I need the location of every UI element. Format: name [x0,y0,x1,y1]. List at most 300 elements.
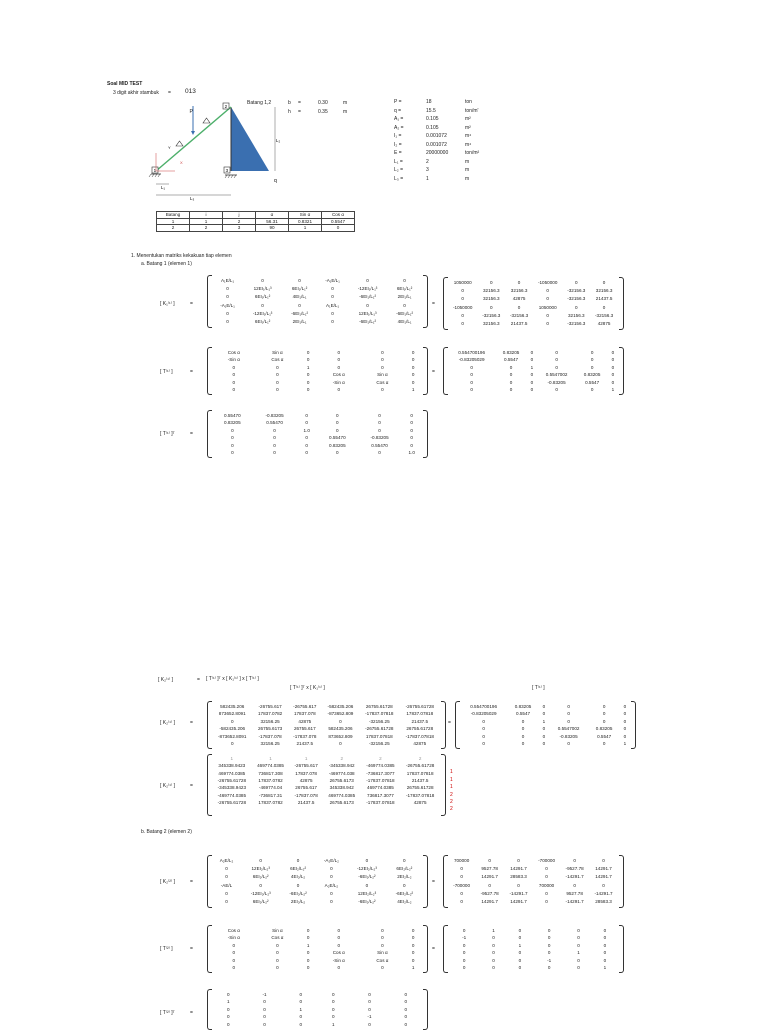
matrix-cell: 26755.61728 [406,785,434,791]
element-table [156,211,355,232]
matrix-row [212,865,422,873]
matrix-cell: 0 [517,280,521,285]
param-key: A₁ = [394,116,404,122]
matrix-row [212,770,440,777]
matrix-cell: 1 [411,387,415,393]
matrix-bracket-left [443,277,448,330]
matrix-cell: 14291.7 [510,866,527,872]
matrix-cell: 0 [518,950,522,956]
matrix-row [448,371,618,378]
matrix-cell: -6EI₁/L₁² [396,310,413,316]
matrix-cell: -582435.206 [219,726,246,732]
intermediate-T-matrix [460,703,630,747]
matrix-cell: 32156.3 [482,296,500,302]
matrix-cell: 0 [306,935,310,941]
k1-numeric-matrix [448,279,618,328]
matrix-cell: 42875 [512,296,526,302]
load-arrow [191,131,195,135]
matrix-col-label: 1 [269,756,272,761]
slope-triangle-2 [203,118,210,123]
matrix-cell: 0 [542,741,546,747]
T1-numeric-matrix [448,349,618,393]
matrix-cell: -0.83205029 [470,711,497,717]
structure-diagram [145,98,285,208]
matrix-cell: 0 [261,278,264,283]
table-row [157,225,355,232]
matrix-bracket-left [207,701,212,749]
matrix-cell: 0 [276,965,279,971]
matrix-row [448,949,618,956]
matrix-cell: 14291.7 [510,899,527,905]
matrix-cell: 0 [547,950,551,956]
matrix-cell: 0 [602,304,606,310]
matrix-cell: 2EI₁/L₁ [292,319,307,325]
kg-global-eq: = [190,783,193,789]
matrix-cell: 0.83205 [502,350,520,355]
matrix-cell: 1 [299,1006,303,1012]
matrix-col-label: 2 [379,756,382,761]
matrix-row [448,349,618,356]
matrix-bracket-right [423,275,428,328]
matrix-cell: 6EI₂/L₂² [252,899,269,905]
matrix-cell: -A₂E/L₂ [323,858,339,863]
matrix-cell: 0 [521,741,525,747]
T2-eq: = [190,946,193,952]
matrix-row [448,364,618,371]
param-value: 2 [426,158,429,165]
matrix-cell: 0 [365,882,369,888]
matrix-cell: 1 [306,942,310,948]
matrix-cell: 0 [230,741,234,747]
matrix-cell: 0 [542,726,546,732]
table-cell: 3 [223,225,256,232]
matrix-cell: 0 [330,890,333,896]
matrix-row [212,957,422,964]
matrix-cell: 0 [623,718,627,724]
matrix-cell: 0 [488,882,491,888]
matrix-row [448,942,618,949]
matrix-cell: 0 [611,372,615,378]
matrix-cell: 0 [273,427,276,433]
global-k1-matrix [212,756,440,807]
matrix-row-label: 2 [450,791,453,798]
matrix-cell: 0 [546,321,549,327]
matrix-cell: A₁E/L₁ [325,302,340,308]
matrix-cell: 42875 [597,321,611,327]
matrix-cell: 0.5547 [516,711,531,717]
matrix-cell: 32156.25 [260,741,280,747]
matrix-cell: 21437.5 [595,296,613,302]
matrix-row [448,873,618,881]
table-cell: 1 [157,218,190,225]
matrix-cell: 0 [602,858,605,863]
matrix-cell: 0 [368,999,371,1005]
matrix-cell: 0 [404,1014,408,1020]
matrix-cell: 0 [518,928,522,933]
matrix-cell: -12EI₂/L₂³ [250,890,271,896]
matrix-cell: 0 [602,704,606,709]
param-unit: m² [465,124,471,131]
matrix-cell: Cos α [332,372,345,378]
matrix-cell: -32156.3 [595,312,614,318]
matrix-cell: 14291.7 [481,899,498,905]
T1-symbolic-matrix [212,349,422,393]
matrix-cell: 0 [337,935,341,941]
matrix-cell: -469774.04 [258,785,283,791]
matrix-cell: 0 [381,387,384,393]
matrix-cell: 0 [337,387,341,393]
matrix-cell: 0 [306,387,310,393]
param-unit: m⁴ [465,133,472,139]
matrix-cell: 0 [461,296,464,302]
matrix-row-label: 2 [450,806,453,813]
matrix-row [448,295,618,303]
matrix-row [212,725,440,732]
table-header-cell: Cos α [322,212,355,219]
matrix-cell: -17837.078 [294,792,318,798]
matrix-cell: -32156.3 [567,321,586,327]
matrix-cell: -12EI₁/L₁³ [357,286,378,292]
matrix-cell: -17837.078 [258,733,282,739]
dim-value: 0.30 [318,100,328,106]
param-key: P = [394,99,402,105]
matrix-cell: Cos α [271,357,284,363]
matrix-cell: -0.83205 [265,413,284,418]
T2T-label: [ T⁽²⁾ ]ᵀ [160,1010,175,1016]
matrix-cell: 0 [492,950,495,956]
matrix-cell: 0 [337,364,341,370]
formula-part-b: [ T⁽¹⁾ ] [532,685,545,691]
matrix-cell: 0 [306,357,310,363]
page-title: Soal MID TEST [107,81,143,87]
table-cell: 2 [190,225,223,232]
distributed-load-triangle [231,107,269,171]
matrix-cell: -6EI₁/L₁² [291,310,308,316]
matrix-cell: 0.5547002 [557,726,580,732]
matrix-cell: 0 [460,890,463,896]
matrix-cell: 0 [574,280,578,285]
matrix-cell: 0 [306,928,310,933]
matrix-cell: 0 [611,350,615,355]
k1-eq2: = [432,301,435,307]
matrix-cell: 17837.0782 [258,778,283,784]
matrix-cell: 0 [577,935,580,941]
matrix-cell: 345338.9423 [218,763,246,769]
dim-value: 0.35 [318,109,328,115]
matrix-cell: 0 [225,866,228,872]
matrix-cell: 2EI₂/L₂ [397,874,412,880]
table-cell: 0.8321 [289,218,322,225]
matrix-cell: 21437.5 [296,741,314,747]
param-key: E = [394,150,402,156]
matrix-cell: 21437.5 [411,778,429,784]
matrix-cell: 0 [273,450,276,456]
matrix-cell: 0 [518,965,522,971]
matrix-cell: 0 [336,450,339,456]
k1-eq: = [190,301,193,307]
matrix-cell: 0 [232,942,236,948]
dim-l3-label: L₃ [190,196,195,201]
matrix-cell: 0 [518,935,522,941]
matrix-cell: -12EI₁/L₁³ [252,310,273,316]
matrix-cell: 0 [490,280,493,285]
matrix-cell: 26755.6173 [257,726,283,732]
matrix-cell: 0 [492,965,495,971]
support-1-hatch [149,174,160,177]
matrix-cell: 345338.942 [329,785,354,791]
matrix-row [212,762,440,769]
matrix-cell: 1 [226,999,230,1005]
table-cell: 56.31 [256,218,289,225]
matrix-cell: 0 [623,704,627,709]
matrix-bracket-left [443,347,448,395]
matrix-bracket-left [207,347,212,395]
matrix-cell: 0 [330,866,333,872]
matrix-cell: -A₁E/L₁ [325,278,340,283]
T2T-eq: = [190,1010,193,1016]
matrix-cell: -1 [462,935,467,941]
matrix-cell: 0 [299,1014,303,1020]
matrix-row-label: 1 [450,776,453,783]
matrix-row [212,991,422,998]
matrix-cell: -17837.07818 [365,711,394,717]
matrix-cell: A₂E/L₂ [219,858,234,863]
matrix-cell: A₁E/L₁ [220,278,235,283]
matrix-cell: 42875 [298,718,312,724]
matrix-cell: 0 [555,357,558,363]
matrix-cell: 0 [546,296,549,302]
kg-mid-label: [ K₂⁽¹⁾ ] [160,720,175,726]
matrix-bracket-right [441,701,446,749]
matrix-cell: 0 [404,1006,408,1012]
matrix-cell: 0.55470 [266,420,283,426]
matrix-cell: 0 [259,882,262,888]
matrix-cell: 1 [331,1021,335,1027]
matrix-cell: 0 [577,965,580,971]
matrix-cell: 0 [461,321,464,327]
param-unit: ton [465,99,472,105]
matrix-cell: -17837.07818 [366,800,395,806]
matrix-cell: 26755.61728 [406,726,434,732]
table-cell: 1 [190,218,223,225]
matrix-cell: 0 [482,726,485,732]
matrix-cell: 42875 [413,800,427,806]
matrix-cell: 0 [273,442,276,448]
matrix-cell: 0 [470,379,473,385]
matrix-cell: -26755.61728 [217,778,246,784]
matrix-row [460,703,630,710]
matrix-cell: -0.83205 [559,733,578,739]
matrix-cell: 0 [410,435,413,441]
matrix-cell: 1 [518,942,522,948]
matrix-row [212,1006,422,1013]
matrix-cell: 0 [378,450,381,456]
matrix-cell: -26755.617 [258,704,282,709]
matrix-cell: 0 [602,280,606,285]
matrix-cell: 0 [411,372,415,378]
matrix-cell: 0 [488,858,491,863]
matrix-cell: 0 [368,1006,371,1012]
matrix-cell: 0 [567,711,570,717]
matrix-cell: 0 [542,711,546,717]
matrix-row [212,927,422,934]
kg-mid-eq: = [190,720,193,726]
matrix-cell: 26755.6173 [329,800,354,806]
matrix-cell: 0 [331,999,335,1005]
param-unit: m [465,167,470,173]
matrix-row [460,740,630,747]
matrix-cell: 12EI₂/L₂³ [251,866,270,872]
matrix-row [448,865,618,873]
matrix-cell: 6EI₁/L₁² [291,286,308,292]
matrix-row [212,302,422,310]
matrix-cell: 17837.0782 [257,711,283,717]
matrix-row [212,898,422,906]
matrix-cell: 0 [306,965,310,971]
table-header-cell: α [256,212,289,219]
matrix-cell: 0 [462,928,466,933]
matrix-cell: -32156.3 [482,312,501,318]
matrix-cell: -345338.942 [328,763,355,769]
matrix-row [212,356,422,363]
matrix-bracket-left [207,275,212,328]
matrix-row [212,949,422,956]
matrix-cell: 582435.206 [328,726,353,732]
matrix-cell: 0 [232,965,236,971]
matrix-cell: 17837.07818 [365,733,393,739]
matrix-cell: Cos α [271,935,284,941]
matrix-cell: -9527.78 [480,890,499,896]
matrix-cell: 0.5547 [504,357,519,363]
T1-eq2: = [432,369,435,375]
matrix-cell: 0.83205 [583,372,601,378]
matrix-cell: 1050000 [453,280,472,285]
matrix-cell: -469774.038 [328,770,355,776]
matrix-cell: 0 [546,288,549,294]
matrix-cell: 0 [577,957,580,963]
matrix-row [212,710,440,717]
dim-eq: = [298,109,301,115]
matrix-col-label: 1 [230,756,234,761]
matrix-cell: -582435.206 [327,704,354,709]
matrix-cell: 0 [403,858,406,863]
param-key: L₁ = [394,158,403,165]
matrix-cell: 0 [263,999,266,1005]
matrix-cell: 17837.07818 [406,711,434,717]
matrix-cell: -1050000 [537,280,558,285]
matrix-cell: 0 [603,950,607,956]
matrix-cell: 6EI₁/L₁² [254,319,271,325]
matrix-cell: 6EI₂/L₂² [396,866,413,872]
matrix-cell: 0 [263,1021,266,1027]
matrix-bracket-right [619,855,624,908]
matrix-cell: -1 [367,1014,372,1020]
matrix-cell: 0 [339,718,342,724]
matrix-cell: 0 [590,350,594,355]
matrix-cell: 0 [411,942,415,948]
matrix-cell: 0 [306,950,310,956]
T2-label: [ T⁽²⁾ ] [160,946,173,952]
matrix-cell: 0 [573,882,576,888]
table-header-cell: Sin α [289,212,322,219]
matrix-cell: 0 [305,413,308,418]
matrix-cell: 0 [337,942,341,948]
matrix-cell: 0 [603,928,607,933]
load-q-label: q [274,178,277,184]
matrix-cell: -26755.61728 [405,763,435,769]
matrix-cell: 1 [623,741,627,747]
matrix-cell: 0 [567,718,570,724]
matrix-cell: 0 [226,319,229,325]
matrix-cell: 0 [470,364,473,370]
matrix-cell: 0 [276,372,279,378]
matrix-cell: 0 [509,379,513,385]
table-cell: 2 [157,225,190,232]
matrix-cell: 0 [305,450,308,456]
slope-triangle-1 [176,141,183,146]
matrix-cell: 1 [611,387,615,393]
matrix-cell: 0 [611,379,615,385]
matrix-cell: -6EI₂/L₂² [289,890,307,896]
matrix-cell: 32156.3 [510,288,528,294]
matrix-cell: Sin α [377,950,388,956]
matrix-cell: 0 [577,942,580,948]
batang-label: Batang 1,2 [247,100,272,106]
matrix-cell: 0 [366,302,369,308]
matrix-cell: -469774.0385 [217,792,246,798]
matrix-cell: 0 [555,364,558,370]
matrix-cell: -345338.9423 [217,785,246,791]
matrix-cell: 0 [378,413,381,418]
matrix-cell: 0 [509,364,513,370]
matrix-cell: 0 [545,899,548,905]
matrix-cell: -17837.07818 [405,733,434,739]
table-header-cell: j [223,212,256,219]
matrix-cell: 0 [276,957,279,963]
matrix-cell: -Sin α [332,379,345,385]
table-cell: 1 [289,225,322,232]
matrix-row [212,733,440,740]
matrix-cell: 0 [226,286,229,292]
matrix-row [460,718,630,725]
matrix-cell: -32156.3 [567,288,586,294]
matrix-cell: -6EI₂/L₂² [395,890,414,896]
matrix-row [212,449,422,456]
matrix-cell: 0.55470 [329,435,346,441]
matrix-row [448,320,618,328]
T2-symbolic-matrix [212,927,422,971]
matrix-cell: -26755.61728 [405,704,434,709]
matrix-row [212,310,422,318]
matrix-cell: 0 [567,704,570,709]
matrix-cell: 0 [530,372,534,378]
matrix-cell: 0 [603,957,607,963]
matrix-row [212,777,440,784]
matrix-cell: 32156.3 [567,312,585,318]
matrix-row [448,957,618,964]
matrix-cell: 0 [226,310,229,316]
matrix-cell: 12EI₂/L₂³ [357,890,377,896]
matrix-cell: 0 [492,935,495,941]
param-value: 0.105 [426,116,439,122]
matrix-cell: 0 [623,711,627,717]
matrix-cell: -9527.78 [565,866,584,872]
matrix-cell: 873652.809 [328,733,353,739]
matrix-cell: 21437.5 [297,800,315,806]
matrix-cell: 0 [331,319,334,325]
matrix-cell: 1 [603,965,607,971]
matrix-cell: 1 [411,965,415,971]
